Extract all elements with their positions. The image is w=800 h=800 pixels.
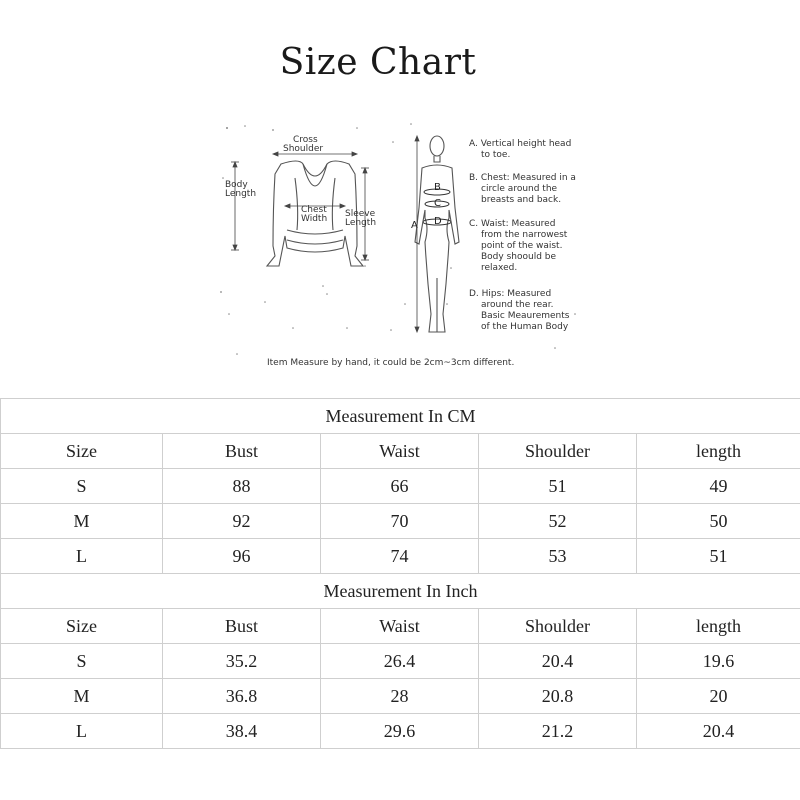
table-cell: 92 <box>163 504 321 539</box>
inch-caption-row <box>1 574 800 609</box>
inch-header-cell: Bust <box>163 609 321 644</box>
page-title: Size Chart <box>279 42 477 83</box>
table-cell: 26.4 <box>321 644 479 679</box>
inch-header-cell: length <box>637 609 800 644</box>
marker-b: B <box>434 182 441 193</box>
table-cell: 20.8 <box>479 679 637 714</box>
table-cell: M <box>1 504 163 539</box>
cross-shoulder-label-1: Cross <box>293 135 318 145</box>
table-cell: 88 <box>163 469 321 504</box>
note-b-line-2: circle around the <box>481 184 558 194</box>
note-a-line-2: to toe. <box>481 150 511 160</box>
table-row <box>1 504 800 539</box>
table-cell: 66 <box>321 469 479 504</box>
table-cell: S <box>1 469 163 504</box>
table-row <box>1 539 800 574</box>
table-cell: 96 <box>163 539 321 574</box>
cm-caption-row <box>1 399 800 434</box>
inch-header-cell: Size <box>1 609 163 644</box>
size-tables <box>0 398 800 749</box>
table-cell: 38.4 <box>163 714 321 749</box>
note-b-line-1: B. Chest: Measured in a <box>469 173 576 183</box>
table-cell: 19.6 <box>637 644 800 679</box>
table-cell: L <box>1 714 163 749</box>
note-c-line-5: relaxed. <box>481 263 518 273</box>
table-cell: 53 <box>479 539 637 574</box>
table-row <box>1 714 800 749</box>
table-cell: 52 <box>479 504 637 539</box>
cross-shoulder-label-2: Shoulder <box>283 144 324 154</box>
cm-table-caption: Measurement In CM <box>1 399 800 434</box>
diagram-footnote: Item Measure by hand, it could be 2cm~3cm different. <box>267 358 515 368</box>
size-table <box>0 398 800 749</box>
body-length-label-2: Length <box>225 189 257 199</box>
cm-header-row <box>1 434 800 469</box>
note-d-line-4: of the Human Body <box>481 322 569 332</box>
table-cell: M <box>1 679 163 714</box>
table-cell: 50 <box>637 504 800 539</box>
measurement-diagram <box>215 118 587 374</box>
note-d-line-3: Basic Meaurements <box>481 311 570 321</box>
table-cell: 36.8 <box>163 679 321 714</box>
inch-header-cell: Waist <box>321 609 479 644</box>
table-cell: 28 <box>321 679 479 714</box>
sleeve-length-label-1: Sleeve <box>345 209 376 219</box>
note-c-line-3: point of the waist. <box>481 241 563 251</box>
cm-header-cell: Bust <box>163 434 321 469</box>
marker-c: C <box>434 198 441 209</box>
note-a-line-1: A. Vertical height head <box>469 139 572 149</box>
marker-a: A <box>411 220 418 231</box>
measurement-illustration <box>215 118 587 374</box>
table-cell: 51 <box>637 539 800 574</box>
note-c-line-2: from the narrowest <box>481 230 568 240</box>
table-cell: 51 <box>479 469 637 504</box>
table-cell: 29.6 <box>321 714 479 749</box>
table-cell: 74 <box>321 539 479 574</box>
table-cell: 20.4 <box>479 644 637 679</box>
table-cell: 21.2 <box>479 714 637 749</box>
note-c-line-1: C. Waist: Measured <box>469 219 556 229</box>
table-row <box>1 679 800 714</box>
cm-header-cell: Shoulder <box>479 434 637 469</box>
body-figure <box>415 136 459 332</box>
note-d-line-2: around the rear. <box>481 300 554 310</box>
note-c-line-4: Body shoould be <box>481 252 557 262</box>
marker-d: D <box>434 216 442 227</box>
table-cell: 70 <box>321 504 479 539</box>
table-cell: 35.2 <box>163 644 321 679</box>
cm-header-cell: Size <box>1 434 163 469</box>
body-length-dimension <box>231 162 239 250</box>
note-b-line-3: breasts and back. <box>481 195 562 205</box>
body-length-label-1: Body <box>225 180 248 190</box>
chest-width-label-1: Chest <box>301 205 327 215</box>
table-row <box>1 469 800 504</box>
table-cell: S <box>1 644 163 679</box>
table-cell: 49 <box>637 469 800 504</box>
table-row <box>1 644 800 679</box>
table-cell: 20.4 <box>637 714 800 749</box>
chest-width-label-2: Width <box>301 214 328 224</box>
cm-header-cell: length <box>637 434 800 469</box>
table-cell: 20 <box>637 679 800 714</box>
inch-table-caption: Measurement In Inch <box>1 574 800 609</box>
note-d-line-1: D. Hips: Measured <box>469 289 552 299</box>
measurement-notes <box>469 139 576 332</box>
table-cell: L <box>1 539 163 574</box>
inch-header-row <box>1 609 800 644</box>
inch-header-cell: Shoulder <box>479 609 637 644</box>
cm-header-cell: Waist <box>321 434 479 469</box>
sleeve-length-label-2: Length <box>345 218 377 228</box>
